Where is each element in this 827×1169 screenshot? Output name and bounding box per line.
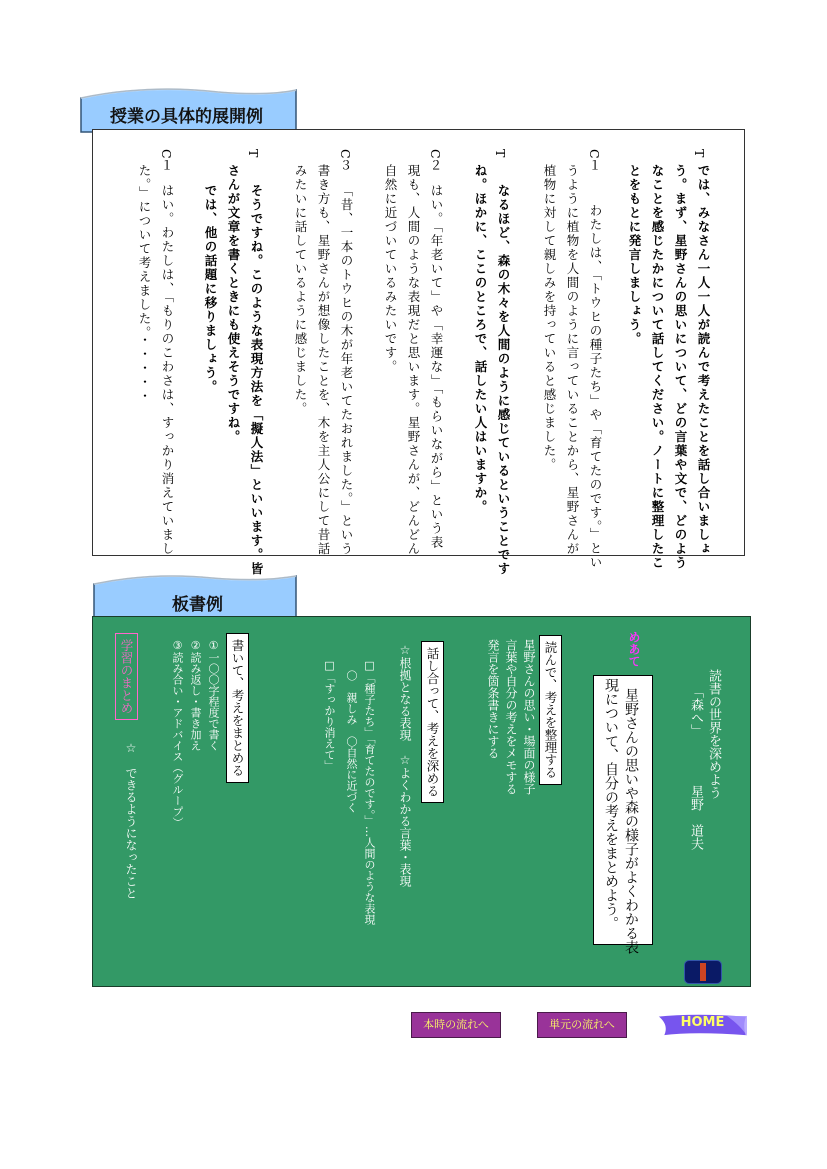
dialogue-line: では、みなさん一人一人が読んで考えたことを話し合いましょ bbox=[696, 164, 711, 556]
lesson-dialogue-box bbox=[92, 129, 745, 576]
step2-line: 〇 親しみ 〇自然に近づく bbox=[345, 659, 358, 813]
home-label: HOME bbox=[680, 1015, 725, 1030]
dialogue-line: 「昔、一本のトウヒの木が年老いてたおれました。」という bbox=[339, 184, 354, 556]
dialogue-line: わたしは、「トウヒの種子たち」や「育てたのです。」とい bbox=[588, 204, 603, 570]
step3-line: ①一〇〇字程度で書く bbox=[207, 639, 220, 751]
dialogue-line: うように植物を人間のように言っていることから、星野さんが bbox=[565, 164, 580, 556]
step1-line: 発言を箇条書きにする bbox=[486, 639, 500, 759]
board-section-title: 板書例 bbox=[172, 595, 223, 615]
step1-box: 読んで、考えを整理する bbox=[539, 635, 562, 785]
step2-line: □「すっかり消えて」 bbox=[323, 659, 336, 771]
goal-line: 星野さんの思いや森の様子がよくわかる表 bbox=[623, 688, 639, 954]
step2-line: □「種子たち」「育てたのです。」…人間のような表現 bbox=[363, 659, 376, 925]
dialogue-line: では、他の話題に移りましょう。 bbox=[203, 184, 218, 394]
speaker-label: T bbox=[692, 149, 707, 158]
eraser-strip bbox=[700, 963, 706, 981]
dialogue-line: はい。わたしは、「もりのこわさは、すっかり消えていまし bbox=[160, 184, 175, 556]
mokuate-label: めあて bbox=[627, 631, 641, 667]
step3-box: 書いて、考えをまとめる bbox=[226, 633, 249, 783]
eraser-icon bbox=[684, 960, 722, 984]
lesson-flow-button[interactable]: 本時の流れへ bbox=[411, 1012, 501, 1038]
dialogue-line: 現も、人間のような表現だと思います。星野さんが、どんどん bbox=[406, 164, 421, 556]
blackboard bbox=[92, 616, 751, 987]
speaker-label: C３ bbox=[338, 149, 353, 172]
dialogue-line: そうですね。このような表現方法を「擬人法」といいます。皆 bbox=[249, 184, 264, 576]
dialogue-line: う。まず、星野さんの思いについて、どの言葉や文で、どのよう bbox=[673, 164, 688, 570]
dialogue-line: 自然に近づいているみたいです。 bbox=[383, 164, 398, 374]
dialogue-line: みたいに話しているように感じました。 bbox=[293, 164, 308, 416]
board-work-title: 「森へ」 bbox=[688, 685, 703, 737]
lesson-section-tab bbox=[78, 82, 300, 136]
dialogue-line: さんが文章を書くときにも使えそうですね。 bbox=[226, 164, 241, 444]
board-author: 星野 道夫 bbox=[688, 785, 703, 850]
step2-line: ☆根拠となる表現 ☆よくわかる言葉・表現 bbox=[398, 643, 412, 887]
dialogue-line: はい。「年老いて」や「幸運な」「もらいながら」という表 bbox=[429, 184, 444, 550]
summary-line: ☆ できるようになったこと bbox=[124, 741, 138, 899]
step1-line: 星野さんの思い・場面の様子 bbox=[522, 639, 536, 795]
home-button[interactable] bbox=[655, 1012, 750, 1038]
step3-line: ③読み合い・アドバイス（グループ） bbox=[171, 639, 184, 828]
speaker-label: C１ bbox=[587, 149, 602, 172]
goal-line: 現について、自分の考えをまとめよう。 bbox=[603, 678, 619, 930]
dialogue-line: 植物に対して親しみを持っていると感じました。 bbox=[542, 164, 557, 472]
board-heading: 読書の世界を深めよう bbox=[706, 669, 721, 799]
step3-line: ②読み返し・書き加え bbox=[189, 639, 202, 751]
goal-box bbox=[593, 675, 653, 954]
board-section-tab bbox=[92, 570, 300, 622]
summary-box: 学習のまとめ bbox=[115, 633, 138, 720]
dialogue-line: ね。ほかに、ここのところで、話したい人はいますか。 bbox=[473, 164, 488, 514]
speaker-label: C２ bbox=[428, 149, 443, 172]
step2-box: 話し合って、考えを深める bbox=[421, 641, 444, 803]
dialogue-line: なるほど、森の木々を人間のように感じているということです bbox=[496, 184, 511, 576]
unit-flow-button[interactable]: 単元の流れへ bbox=[537, 1012, 627, 1038]
dialogue-line: た。」について考えました。・・・・・ bbox=[137, 164, 152, 404]
lesson-section-title: 授業の具体的展開例 bbox=[110, 107, 263, 127]
speaker-label: C１ bbox=[159, 149, 174, 172]
speaker-label: T bbox=[246, 149, 261, 158]
speaker-label: T bbox=[493, 149, 508, 158]
dialogue-line: なことを感じたかについて話してください。ノートに整理したこ bbox=[650, 164, 665, 570]
dialogue-line: とをもとに発言しましょう。 bbox=[627, 164, 642, 346]
step1-line: 言葉や自分の考えをメモする bbox=[504, 639, 518, 795]
dialogue-line: 書き方も、星野さんが想像したことを、木を主人公にして昔話 bbox=[316, 164, 331, 556]
